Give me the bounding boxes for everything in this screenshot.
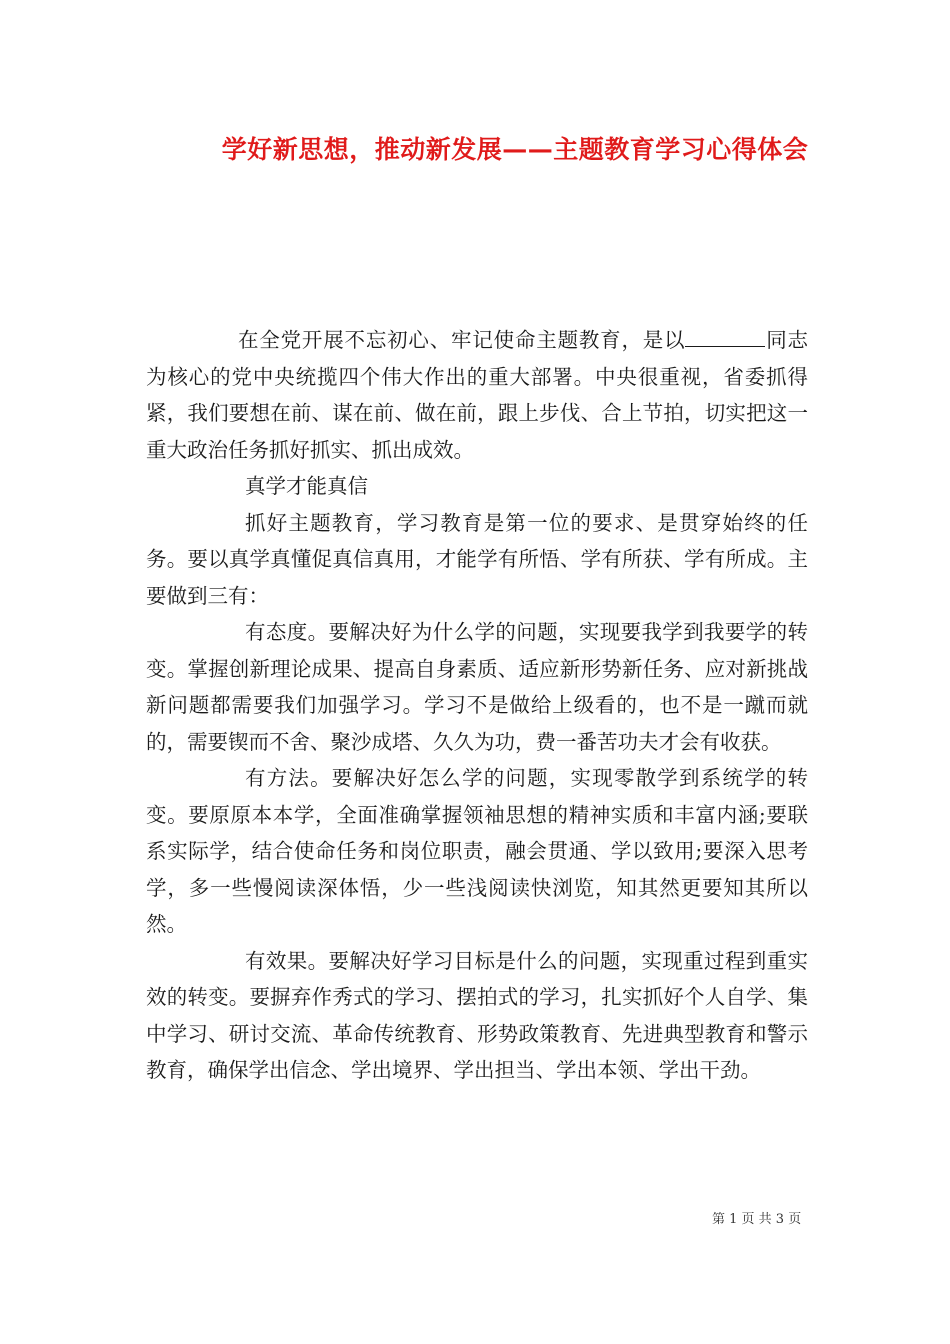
intro-text-start: 在全党开展不忘初心、牢记使命主题教育，是以 bbox=[238, 328, 686, 352]
intro-paragraph bbox=[146, 322, 808, 468]
blank-underline bbox=[685, 324, 765, 347]
section-intro-paragraph: 抓好主题教育，学习教育是第一位的要求、是贯穿始终的任务。要以真学真懂促真信真用，才能学有所悟、学有所获、学有所成。主要做到三有： bbox=[146, 510, 808, 608]
document-body bbox=[146, 322, 808, 1089]
method-paragraph: 有方法。要解决好怎么学的问题，实现零散学到系统学的转变。要原原本本学，全面准确掌握领袖思想的精神实质和丰富内涵;要联系实际学，结合使命任务和岗位职责，融会贯通、学以致用;要深入思考学，多一些慢阅读深体悟，少一些浅阅读快浏览，知其然更要知其所以然。 bbox=[146, 766, 808, 936]
effect-paragraph: 有效果。要解决好学习目标是什么的问题，实现重过程到重实效的转变。要摒弃作秀式的学习、摆拍式的学习，扎实抓好个人自学、集中学习、研讨交流、革命传统教育、形势政策教育、先进典型教育和警示教育，确保学出信念、学出境界、学出担当、学出本领、学出干劲。 bbox=[146, 948, 808, 1082]
document-title: 学好新思想，推动新发展——主题教育学习心得体会 bbox=[221, 135, 809, 164]
section-heading: 真学才能真信 bbox=[245, 474, 368, 498]
page-number: 第 1 页 共 3 页 bbox=[712, 1212, 802, 1227]
intro-text-end: 同志为核心的党中央统揽四个伟大作出的重大部署。中央很重视，省委抓得紧，我们要想在前、谋在前、做在前，跟上步伐、合上节拍，切实把这一重大政治任务抓好抓实、抓出成效。 bbox=[146, 328, 808, 462]
attitude-paragraph: 有态度。要解决好为什么学的问题，实现要我学到我要学的转变。掌握创新理论成果、提高自身素质、适应新形势新任务、应对新挑战新问题都需要我们加强学习。学习不是做给上级看的，也不是一蹴而就的，需要锲而不舍、聚沙成塔、久久为功，费一番苦功夫才会有收获。 bbox=[146, 620, 808, 754]
